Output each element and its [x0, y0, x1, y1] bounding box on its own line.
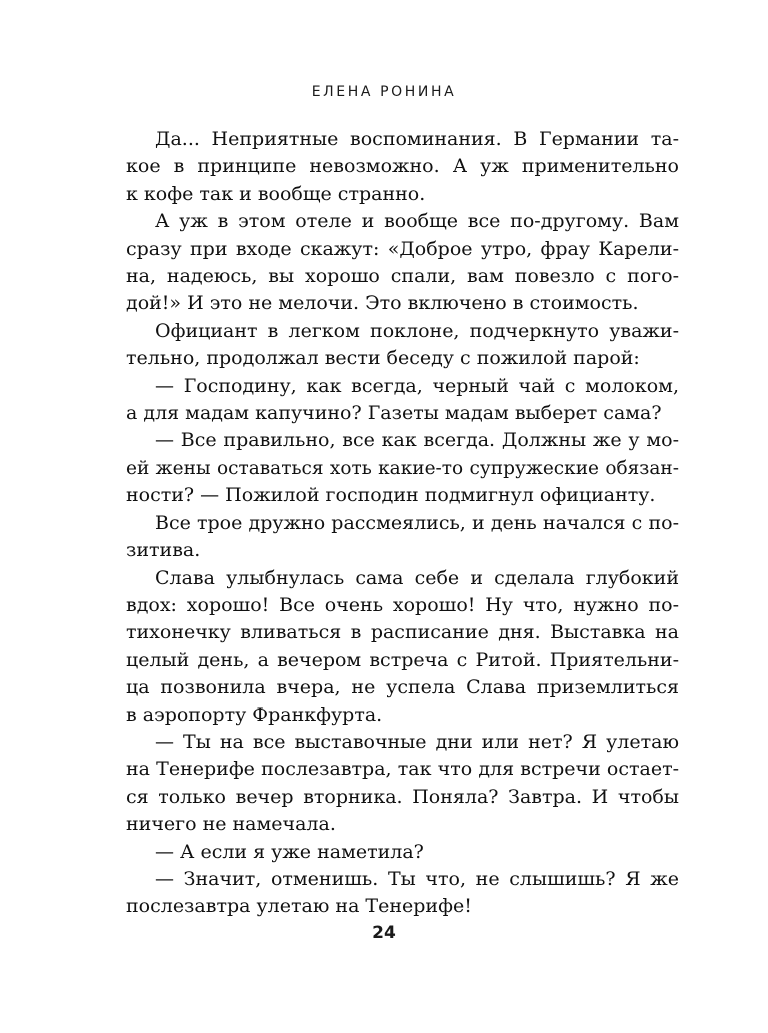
text-line: ца позвонила вчера, не успела Слава приземлиться	[126, 676, 679, 699]
text-line: — Значит, отменишь. Ты что, не слышишь? Я же	[155, 867, 679, 890]
text-line: ности? — Пожилой господин подмигнул официанту.	[126, 484, 656, 507]
paragraph	[126, 126, 679, 208]
text-line: А уж в этом отеле и вообще все по-другому. Вам	[155, 210, 679, 233]
text-line: — Господину, как всегда, черный чай с молоком,	[155, 374, 679, 397]
text-line: Все трое дружно рассмеялись, и день начался с по-	[155, 511, 679, 534]
text-line: дой!» И это не мелочи. Это включено в стоимость.	[126, 292, 639, 315]
text-line: кое в принципе невозможно. А уж применительно	[126, 155, 679, 178]
text-line: — Все правильно, все как всегда. Должны же у мо-	[155, 429, 679, 452]
text-line: целый день, а вечером встреча с Ритой. Приятельни-	[126, 648, 679, 671]
paragraph	[126, 427, 679, 509]
paragraph	[126, 866, 679, 921]
text-line: на Тенерифе послезавтра, так что для встречи остает-	[126, 758, 679, 781]
running-head-author: ЕЛЕНА РОНИНА	[311, 84, 457, 100]
text-line: ничего не намечала.	[126, 813, 336, 836]
text-line: сразу при входе скажут: «Доброе утро, фрау Карели-	[126, 237, 679, 260]
text-line: Официант в легком поклоне, подчеркнуто уважи-	[155, 319, 679, 342]
text-line: Да... Неприятные воспоминания. В Германии та-	[155, 128, 679, 150]
page-number: 24	[372, 923, 396, 943]
paragraph	[126, 510, 679, 565]
text-line: зитива.	[126, 539, 201, 562]
text-line: к кофе так и вообще странно.	[126, 182, 426, 205]
text-line: послезавтра улетаю на Тенерифе!	[126, 895, 472, 918]
text-line: ся только вечер вторника. Поняла? Завтра. И чтобы	[126, 785, 679, 808]
text-line: Слава улыбнулась сама себе и сделала глубокий	[155, 566, 679, 589]
paragraph	[126, 373, 679, 428]
paragraph	[126, 729, 679, 839]
text-line: вдох: хорошо! Все очень хорошо! Ну что, нужно по-	[126, 593, 679, 616]
text-line: тельно, продолжал вести беседу с пожилой парой:	[126, 347, 640, 370]
paragraph	[126, 208, 679, 318]
text-line: ей жены оставаться хоть какие-то супружеские обязан-	[126, 457, 679, 479]
paragraph	[126, 839, 679, 866]
text-line: — Ты на все выставочные дни или нет? Я улетаю	[155, 730, 679, 753]
paragraph	[126, 565, 679, 729]
text-line: в аэропорту Франкфурта.	[126, 703, 383, 726]
paragraph	[126, 318, 679, 373]
text-line: тихонечку вливаться в расписание дня. Выставка на	[126, 621, 679, 644]
text-line: а для мадам капучино? Газеты мадам выберет сама?	[126, 402, 662, 425]
text-line: — А если я уже наметила?	[155, 840, 424, 863]
body-text	[126, 126, 679, 921]
text-line: на, надеюсь, вы хорошо спали, вам повезло с пого-	[126, 265, 679, 288]
